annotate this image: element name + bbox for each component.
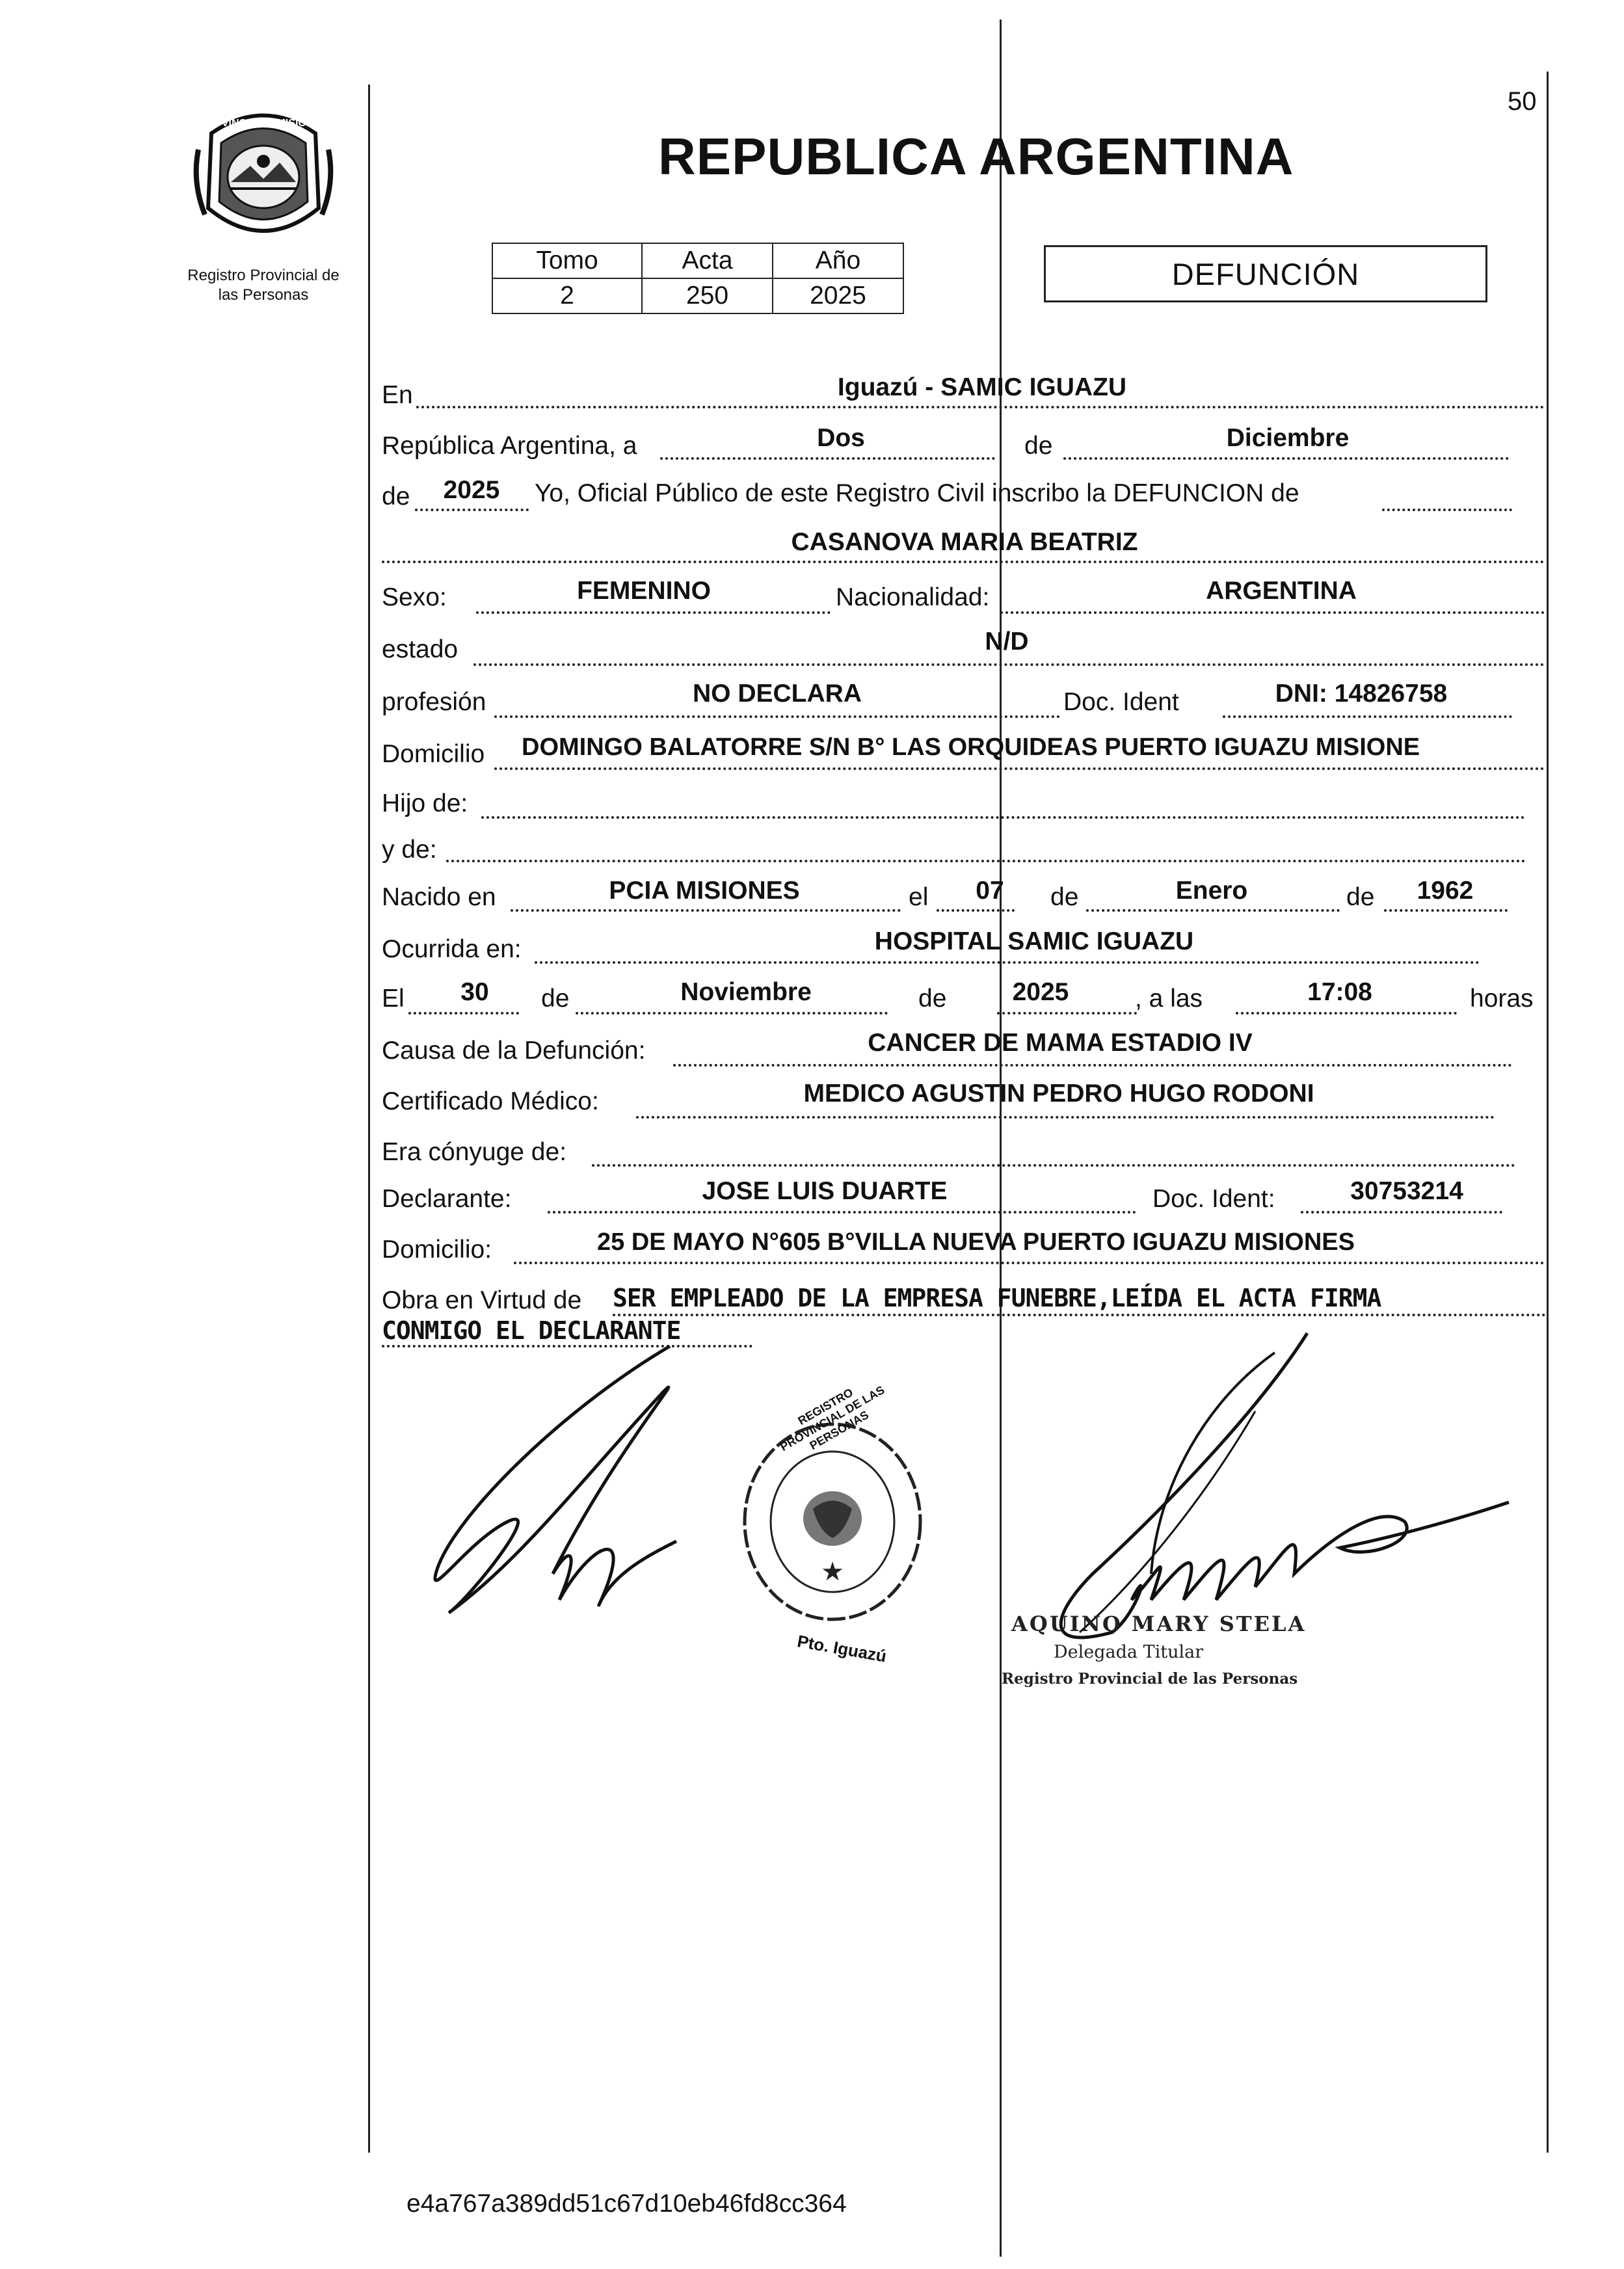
label-de2: de — [1346, 883, 1375, 911]
round-stamp — [745, 1424, 920, 1619]
dotline-certificado — [636, 1116, 1495, 1119]
value-nac-anio: 1962 — [1417, 877, 1474, 905]
label-el: el — [909, 883, 929, 911]
dotline-nombre — [382, 561, 1545, 563]
value-declarante-doc: 30753214 — [1350, 1177, 1463, 1205]
value-nacionalidad: ARGENTINA — [1206, 577, 1357, 605]
svg-text:★: ★ — [821, 1557, 844, 1587]
value-estado: N/D — [985, 628, 1029, 656]
dotline-conyuge — [592, 1164, 1515, 1167]
dotline-nacido-en — [511, 909, 901, 912]
tomo-header: Tomo — [492, 243, 642, 278]
value-sexo: FEMENINO — [577, 577, 711, 605]
round-stamp-text: REGISTRO PROVINCIAL DE LAS PERSONAS — [778, 1383, 887, 1454]
page-title: REPUBLICA ARGENTINA — [658, 127, 1294, 185]
acta-header: Acta — [642, 243, 773, 278]
label-ocurrida-en: Ocurrida en: — [382, 935, 522, 963]
registry-table — [492, 243, 904, 314]
label-profesion: profesión — [382, 688, 486, 716]
value-ocurrida-en: HOSPITAL SAMIC IGUAZU — [874, 927, 1194, 955]
dotline-obra1 — [613, 1314, 1546, 1316]
declarant-signature — [435, 1346, 676, 1613]
value-def-anio: 2025 — [1012, 978, 1069, 1006]
round-stamp-bottom: Pto. Iguazú — [795, 1631, 888, 1666]
label-obra: Obra en Virtud de — [382, 1286, 582, 1314]
dotline-ocurrida — [535, 961, 1480, 964]
label-hijo-de: Hijo de: — [382, 790, 468, 817]
label-a-las: , a las — [1135, 985, 1203, 1013]
dotline-def-dia — [408, 1012, 519, 1015]
dotline-profesion — [494, 715, 1060, 718]
official-name: AQUINO MARY STELA — [1011, 1612, 1307, 1636]
value-lugar: Iguazú - SAMIC IGUAZU — [837, 373, 1127, 401]
label-de-anio: de — [382, 483, 410, 511]
record-type-box — [1044, 245, 1487, 302]
page-number: 50 — [1508, 87, 1537, 116]
value-declarante-domicilio: 25 DE MAYO N°605 B°VILLA NUEVA PUERTO IGUAZU MISIONES — [597, 1228, 1355, 1256]
value-obra-linea1: SER EMPLEADO DE LA EMPRESA FUNEBRE,LEÍDA EL ACTA FIRMA — [613, 1284, 1381, 1312]
dotline-nac-dia — [937, 909, 1015, 912]
value-dia: Dos — [817, 424, 865, 452]
dotline-def-mes — [576, 1012, 888, 1015]
label-horas: horas — [1470, 985, 1534, 1013]
label-certificado: Certificado Médico: — [382, 1087, 599, 1115]
dotline-nac-mes — [1086, 909, 1340, 912]
dotline-def-anio — [997, 1012, 1137, 1015]
dotline-domicilio2 — [514, 1262, 1545, 1264]
anio-value: 2025 — [773, 278, 903, 313]
signature-area — [364, 1327, 1548, 1743]
label-yo-oficial: Yo, Oficial Público de este Registro Civil inscribo la DEFUNCION de — [535, 479, 1299, 507]
label-estado: estado — [382, 635, 459, 663]
dotline-anio — [415, 509, 529, 511]
value-nacido-en: PCIA MISIONES — [609, 877, 800, 905]
label-doc-ident: Doc. Ident — [1063, 688, 1179, 716]
acta-value: 250 — [642, 278, 773, 313]
center-fold-line — [1000, 20, 1002, 2257]
anio-header: Año — [773, 243, 903, 278]
label-conyuge: Era cónyuge de: — [382, 1138, 567, 1166]
label-declarante: Declarante: — [382, 1185, 512, 1213]
dotline-mes — [1063, 457, 1509, 460]
dotline-def-hora — [1236, 1012, 1457, 1015]
label-republica: República Argentina, a — [382, 432, 637, 460]
tomo-value: 2 — [492, 278, 642, 313]
value-def-hora: 17:08 — [1307, 978, 1372, 1006]
dotline-y-de — [446, 860, 1526, 862]
dotline-declarante-doc — [1301, 1211, 1502, 1214]
dotline-estado — [473, 663, 1545, 666]
official-office: Registro Provincial de las Personas — [1002, 1670, 1298, 1688]
dotline-doc — [1223, 715, 1512, 718]
value-def-mes: Noviembre — [680, 978, 812, 1006]
dotline-causa — [673, 1064, 1512, 1067]
dotline-nacionalidad — [1000, 611, 1545, 614]
label-y-de: y de: — [382, 836, 437, 864]
registry-name-line1: Registro Provincial de — [187, 267, 339, 284]
value-profesion: NO DECLARA — [693, 680, 862, 708]
dotline-yo — [1382, 509, 1512, 511]
label-de3: de — [541, 985, 570, 1013]
value-nac-dia: 07 — [976, 877, 1004, 905]
document-hash: e4a767a389dd51c67d10eb46fd8cc364 — [406, 2190, 847, 2218]
registry-name-line2: las Personas — [218, 286, 309, 304]
dotline-en — [416, 406, 1545, 408]
value-certificado: MEDICO AGUSTIN PEDRO HUGO RODONI — [803, 1080, 1314, 1108]
label-de-mes: de — [1024, 432, 1053, 460]
value-nombre: CASANOVA MARIA BEATRIZ — [791, 528, 1138, 556]
record-type: DEFUNCIÓN — [1171, 256, 1360, 291]
right-margin-rule — [1547, 72, 1549, 2153]
dotline-declarante — [548, 1211, 1136, 1214]
label-en: En — [382, 381, 413, 409]
label-causa: Causa de la Defunción: — [382, 1037, 646, 1065]
value-domicilio: DOMINGO BALATORRE S/N B° LAS ORQUIDEAS PUERTO IGUAZU MISIONE — [522, 734, 1420, 761]
seal-text: PROVINCIA DE MISIONES — [199, 118, 328, 129]
label-nacido-en: Nacido en — [382, 883, 496, 911]
dotline-domicilio — [494, 767, 1545, 770]
dotline-nac-anio — [1384, 909, 1508, 912]
dotline-hijo-de — [481, 816, 1525, 819]
value-mes: Diciembre — [1226, 424, 1350, 452]
label-domicilio2: Domicilio: — [382, 1236, 492, 1264]
left-margin-rule — [368, 85, 370, 2153]
label-de1: de — [1050, 883, 1079, 911]
value-anio: 2025 — [443, 476, 500, 504]
value-nac-mes: Enero — [1175, 877, 1248, 905]
label-de4: de — [918, 985, 947, 1013]
official-role: Delegada Titular — [1054, 1642, 1204, 1662]
value-declarante: JOSE LUIS DUARTE — [702, 1177, 948, 1205]
value-documento: DNI: 14826758 — [1275, 680, 1448, 708]
label-el2: El — [382, 985, 405, 1013]
value-obra-linea2: CONMIGO EL DECLARANTE — [382, 1316, 681, 1345]
label-nacionalidad: Nacionalidad: — [836, 583, 990, 611]
dotline-sexo — [476, 611, 831, 614]
official-signature — [1061, 1333, 1509, 1638]
label-sexo: Sexo: — [382, 583, 447, 611]
value-def-dia: 30 — [460, 978, 489, 1006]
label-domicilio: Domicilio — [382, 740, 485, 768]
dotline-dia — [660, 457, 995, 460]
label-doc-ident2: Doc. Ident: — [1152, 1185, 1275, 1213]
value-causa: CANCER DE MAMA ESTADIO IV — [868, 1029, 1253, 1057]
